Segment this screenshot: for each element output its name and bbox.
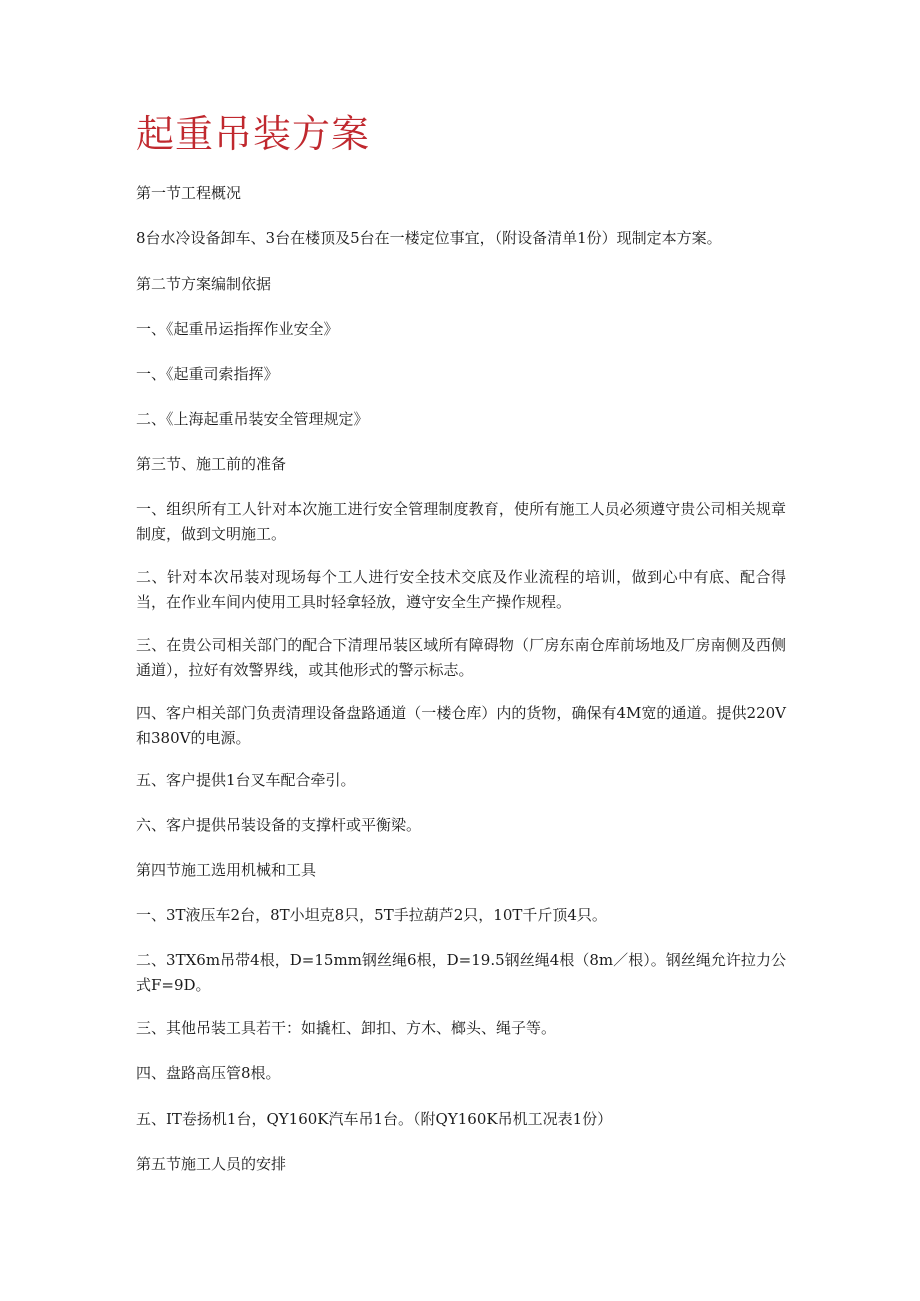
tools-item-1: 一、3T液压车2台，8T小坦克8只，5T手拉葫芦2只，10T千斤顶4只。: [136, 906, 607, 924]
preparation-item-1: 一、组织所有工人针对本次施工进行安全管理制度教育，使所有施工人员必须遵守贵公司相关规章制度，做到文明施工。: [136, 500, 786, 543]
basis-item-1: 一、《起重吊运指挥作业安全》: [136, 320, 339, 338]
preparation-item-3: 三、在贵公司相关部门的配合下清理吊装区域所有障碍物（厂房东南仓库前场地及厂房南侧及西侧通道），拉好有效警界线，或其他形式的警示标志。: [136, 636, 786, 679]
document-title: 起重吊装方案: [136, 112, 371, 156]
tools-item-4: 四、盘路高压管8根。: [136, 1064, 281, 1082]
section-heading-4: 第四节施工选用机械和工具: [136, 861, 317, 879]
preparation-item-4: 四、客户相关部门负责清理设备盘路通道（一楼仓库）内的货物，确保有4M宽的通道。提供220V和380V的电源。: [136, 704, 786, 747]
section-heading-5: 第五节施工人员的安排: [136, 1155, 287, 1173]
preparation-item-2: 二、针对本次吊装对现场每个工人进行安全技术交底及作业流程的培训，做到心中有底、配合得当，在作业车间内使用工具时轻拿轻放，遵守安全生产操作规程。: [136, 568, 786, 611]
preparation-item-5: 五、客户提供1台叉车配合牵引。: [136, 771, 356, 789]
tools-item-5: 五、IT卷扬机1台，QY160K汽车吊1台。（附QY160K吊机工况表1份）: [136, 1110, 613, 1128]
paragraph-overview: 8台水冷设备卸车、3台在楼顶及5台在一楼定位事宜，（附设备清单1份）现制定本方案。: [136, 229, 722, 247]
tools-item-3: 三、其他吊装工具若干：如撬杠、卸扣、方木、榔头、绳子等。: [136, 1019, 557, 1037]
preparation-item-6: 六、客户提供吊装设备的支撑杆或平衡梁。: [136, 816, 422, 834]
basis-item-2: 一、《起重司索指挥》: [136, 365, 279, 383]
section-heading-3: 第三节、施工前的准备: [136, 455, 287, 473]
basis-item-3: 二、《上海起重吊装安全管理规定》: [136, 410, 369, 428]
tools-item-2: 二、3TX6m吊带4根，D=15mm钢丝绳6根，D=19.5钢丝绳4根（8m／根）。钢丝绳允许拉力公式F=9D。: [136, 951, 786, 994]
section-heading-2: 第二节方案编制依据: [136, 275, 272, 293]
section-heading-1: 第一节工程概况: [136, 184, 242, 202]
